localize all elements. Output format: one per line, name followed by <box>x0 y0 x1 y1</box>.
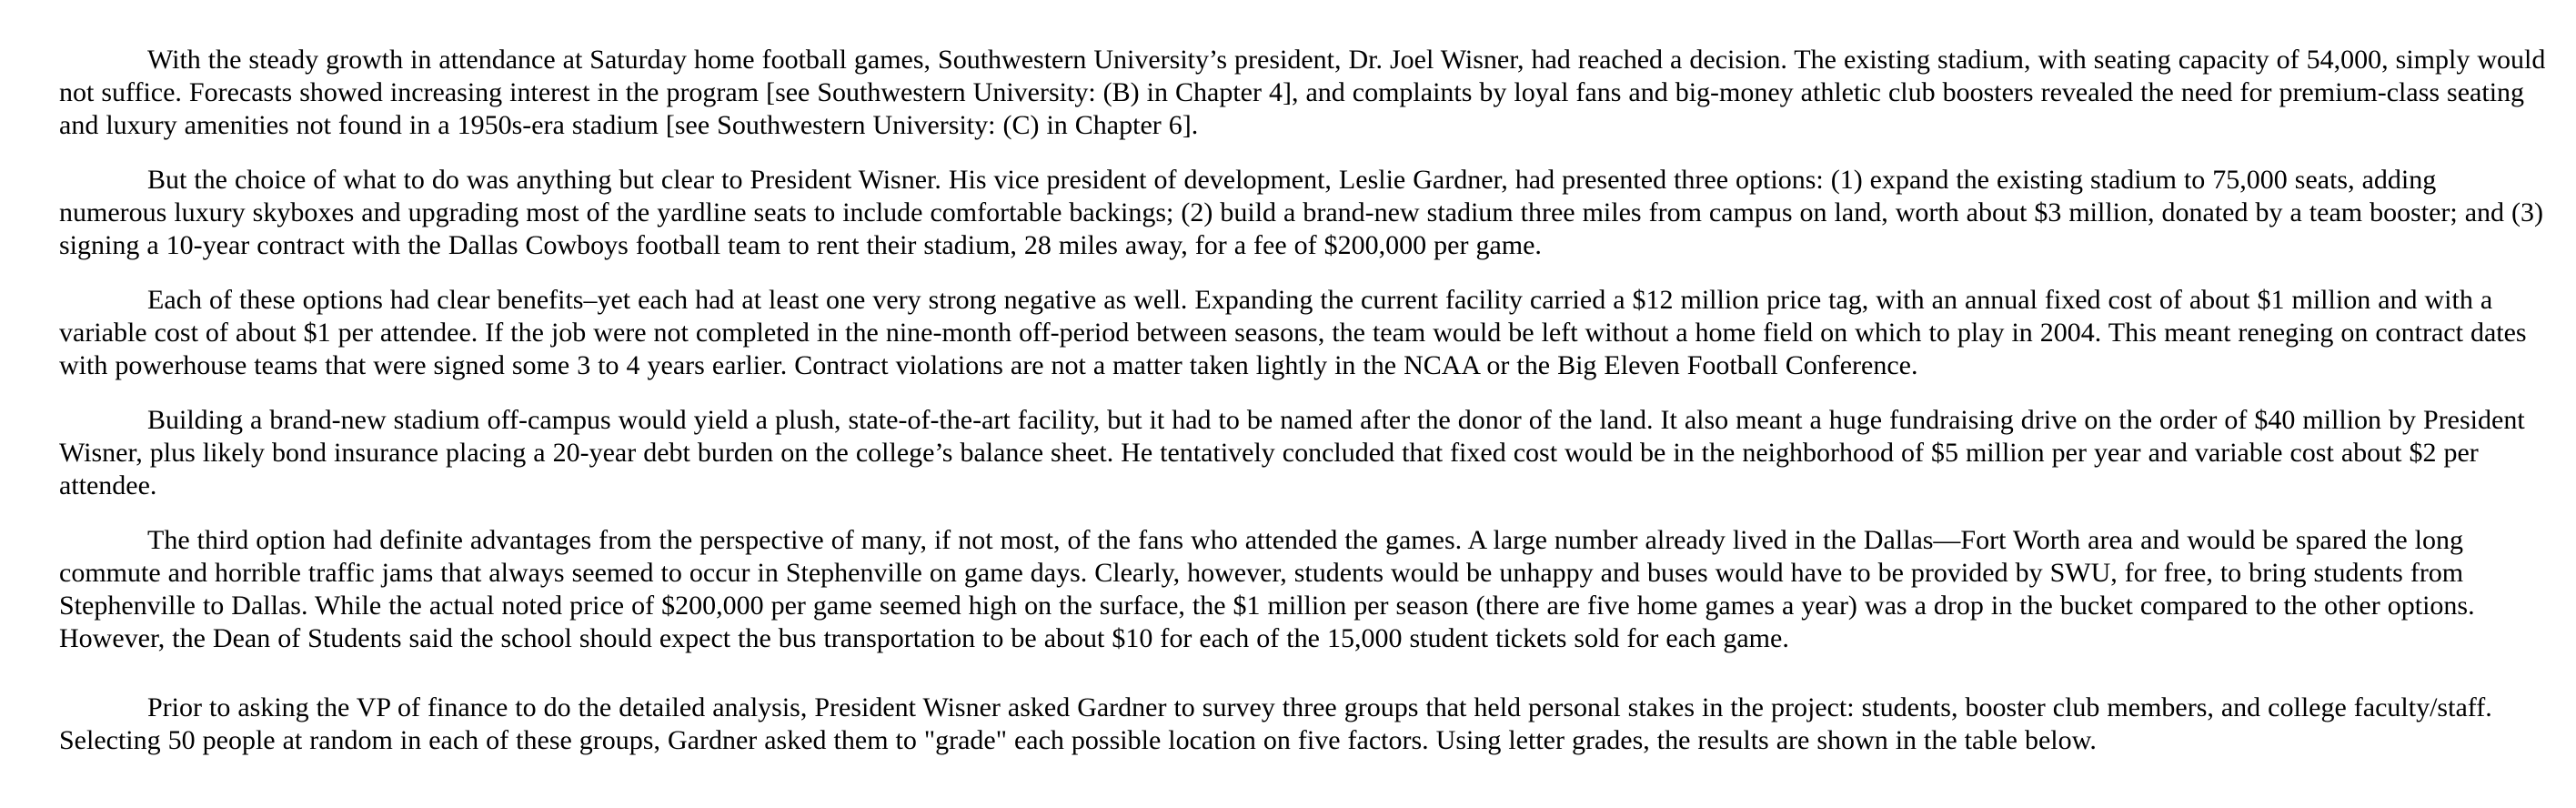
paragraph-rental-option: The third option had definite advantages from the perspective of many, if not most, of the fans who attended the games. A large number already lived in the Dallas—Fort Worth area and would be spared the long commute and horrible traffic jams that always seemed to occur in Stephenville on game days. Clearly, however, students would be unhappy and buses would have to be provided by SWU, for free, to bring students from Stephenville to Dallas. While the actual noted price of $200,000 per game seemed high on the surface, the $1 million per season (there are five home games a year) was a drop in the bucket compared to the other options. However, the Dean of Students said the school should expect the bus transportation to be about $10 for each of the 15,000 student tickets sold for each game. <box>59 525 2475 653</box>
paragraph-three-options: But the choice of what to do was anything but clear to President Wisner. His vice president of development, Leslie Gardner, had presented three options: (1) expand the existing stadium to 75,000 seats, adding numerous luxury skyboxes and upgrading most of the yardline seats to include comfortable backings; (2) build a brand-new stadium three miles from campus on land, worth about $3 million, donated by a team booster; and (3) signing a 10-year contract with the Dallas Cowboys football team to rent their stadium, 28 miles away, for a fee of $200,000 per game. <box>59 165 2544 260</box>
paragraph-new-stadium-option: Building a brand-new stadium off-campus would yield a plush, state-of-the-art facility, but it had to be named after the donor of the land. It also meant a huge fundraising drive on the order of $40 million by President Wisner, plus likely bond insurance placing a 20-year debt burden on the college’s balance sheet. He tentatively concluded that fixed cost would be in the neighborhood of $5 million per year and variable cost about $2 per attendee. <box>59 405 2525 500</box>
paragraph-stadium-decision: With the steady growth in attendance at Saturday home football games, Southwestern University’s president, Dr. Joel Wisner, had reached a decision. The existing stadium, with seating capacity of 54,000, simply would not suffice. Forecasts showed increasing interest in the program [see Southwestern University: (B) in Chapter 4], and complaints by loyal fans and big-money athletic club boosters revealed the need for premium-class seating and luxury amenities not found in a 1950s-era stadium [see Southwestern University: (C) in Chapter 6]. <box>59 45 2546 140</box>
paragraph-survey: Prior to asking the VP of finance to do the detailed analysis, President Wisner asked Gardner to survey three groups that held personal stakes in the project: students, booster club members, and college faculty/staff. Selecting 50 people at random in each of these groups, Gardner asked them to "grade" each possible location on five factors. Using letter grades, the results are shown in the table below. <box>59 692 2492 755</box>
paragraph-expansion-option: Each of these options had clear benefits–yet each had at least one very strong negative as well. Expanding the current facility carried a $12 million price tag, with an annual fixed cost of about $1 million and with a variable cost of about $1 per attendee. If the job were not completed in the nine-month off-period between seasons, the team would be left without a home field on which to play in 2004. This meant reneging on contract dates with powerhouse teams that were signed some 3 to 4 years earlier. Contract violations are not a matter taken lightly in the NCAA or the Big Eleven Football Conference. <box>59 285 2527 380</box>
